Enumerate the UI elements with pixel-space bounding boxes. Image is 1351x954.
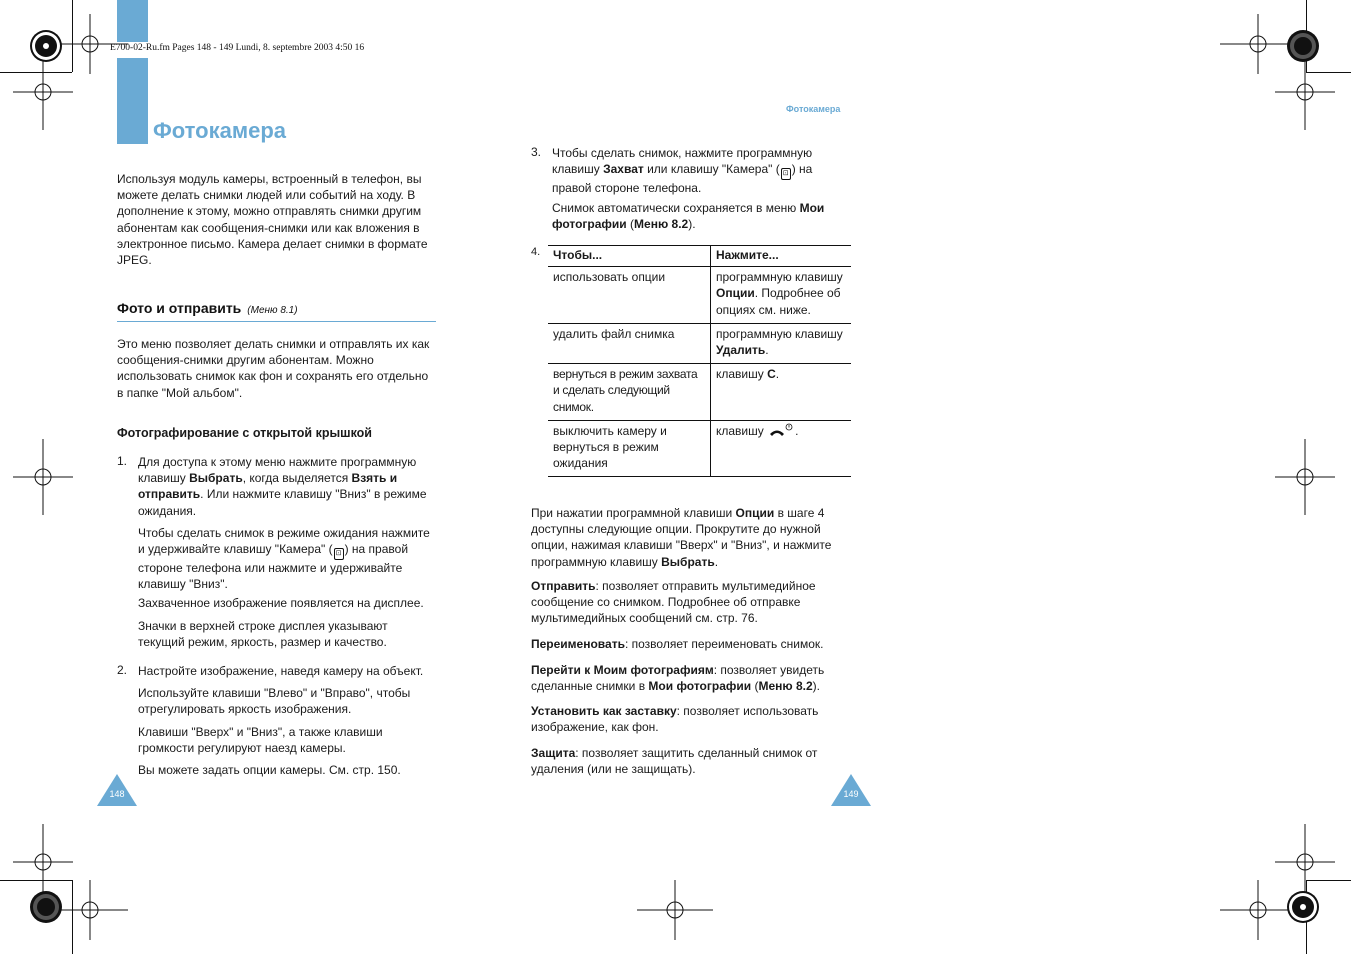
step1-note: Значки в верхней строке дисплея указывают текущий режим, яркость, размер и качество. [138,619,388,650]
crosshair-icon [13,54,73,130]
table-row [548,420,851,477]
table-row [548,364,851,421]
page-number-right: 149 [843,789,859,799]
table-row [548,267,851,324]
step-number: 4. [531,246,541,258]
star-target-icon [30,30,62,62]
option-item: Перейти к Моим фотографиям: позволяет увидеть сделанные снимки в Мои фотографии (Меню 8.2). [531,663,825,694]
crosshair-icon [637,880,713,940]
crosshair-icon [52,880,128,940]
step1-note: Чтобы сделать снимок в режиме ожидания нажмите и удерживайте клавишу "Камера" ( ⊡ ) на правой стороне телефона или нажмите и удерживайте клавишу "Вниз". [138,526,430,592]
crosshair-icon [1275,54,1335,130]
crosshair-icon [13,824,73,900]
option-item: Переименовать: позволяет переименовать снимок. [531,637,824,651]
step-number: 2. [117,663,128,677]
section-rule [117,321,436,322]
crosshair-icon [1220,14,1296,74]
section-menu: (Меню 8.1) [247,305,298,316]
step2-note: Вы можете задать опции камеры. См. стр. 150. [138,763,401,777]
page-number-left: 148 [109,789,125,799]
step2-note: Клавиши "Вверх" и "Вниз", а также клавиши громкости регулируют наезд камеры. [138,725,383,756]
step1-note: Захваченное изображение появляется на дисплее. [138,596,424,610]
table-header: Чтобы... [548,246,711,267]
section-title: Фото и отправить [117,300,242,316]
accent-bar-top [117,0,148,42]
star-target-icon [30,891,62,923]
step1-text: Для доступа к этому меню нажмите программную клавишу Выбрать, когда выделяется Взять и отправить. Или нажмите клавишу "Вниз" в режиме ожидания. [138,455,427,518]
table-cell: программную клавишу Удалить. [711,323,852,363]
crosshair-icon [1275,824,1335,900]
camera-key-icon: ⊡ [334,548,344,560]
subsection-heading: Фотографирование с открытой крышкой [117,426,372,440]
options-intro: При нажатии программной клавиши Опции в шаге 4 доступны следующие опции. Прокрутите до нужной опции, нажимая клавиши "Вверх" и "Вниз", и нажмите программную клавишу Выбрать. [531,506,832,569]
star-target-icon [1287,891,1319,923]
crosshair-icon [1275,439,1335,515]
table-header: Нажмите... [711,246,852,267]
action-table [548,245,851,477]
section-paragraph: Это меню позволяет делать снимки и отправлять их как сообщения-снимки другим абонентам. Можно использовать снимок как фон и сохранять его отдельно в папке "Мой альбом". [117,337,430,400]
table-cell: клавишу . [711,420,852,477]
step-number: 3. [531,145,542,159]
step-number: 1. [117,454,128,468]
step3-text: Чтобы сделать снимок, нажмите программную клавишу Захват или клавишу "Камера" ( ⊡ ) на правой стороне телефона. [552,146,813,196]
option-item: Отправить: позволяет отправить мультимедийное сообщение со снимком. Подробнее об отправке мультимедийных сообщений см. стр. 76. [531,579,816,626]
intro-paragraph: Используя модуль камеры, встроенный в телефон, вы можете делать снимки людей или событий на ходу. В дополнение к этому, можно отправлять снимки другим абонентам как сообщения-снимки или как вложения в электронное письмо. Камера делает снимки в формате JPEG. [117,172,428,268]
table-cell: программную клавишу Опции. Подробнее об опциях см. ниже. [711,267,852,324]
crosshair-icon [1220,880,1296,940]
running-header: Фотокамера [786,104,841,114]
star-target-icon [1287,30,1319,62]
table-cell: удалить файл снимка [548,323,711,363]
section-heading [117,300,298,316]
table-cell: вернуться в режим захвата и сделать следующий снимок. [548,364,711,421]
step3-note: Снимок автоматически сохраняется в меню Мои фотографии (Меню 8.2). [552,201,825,232]
option-item: Защита: позволяет защитить сделанный снимок от удаления (или не защищать). [531,746,818,777]
accent-bar [117,58,148,144]
step2-text: Настройте изображение, наведя камеру на объект. [138,664,424,678]
table-row [548,323,851,363]
table-header-row [548,246,851,267]
file-info: E700-02-Ru.fm Pages 148 - 149 Lundi, 8. septembre 2003 4:50 16 [110,43,365,53]
step2-note: Используйте клавиши "Влево" и "Вправо", чтобы отрегулировать яркость изображения. [138,686,411,717]
end-key-icon [767,423,795,439]
table-cell: клавишу C. [711,364,852,421]
crosshair-icon [13,439,73,515]
table-cell: выключить камеру и вернуться в режим ожидания [548,420,711,477]
option-item: Установить как заставку: позволяет использовать изображение, как фон. [531,704,819,735]
camera-key-icon: ⊡ [781,168,791,180]
table-cell: использовать опции [548,267,711,324]
page-title: Фотокамера [153,118,287,143]
